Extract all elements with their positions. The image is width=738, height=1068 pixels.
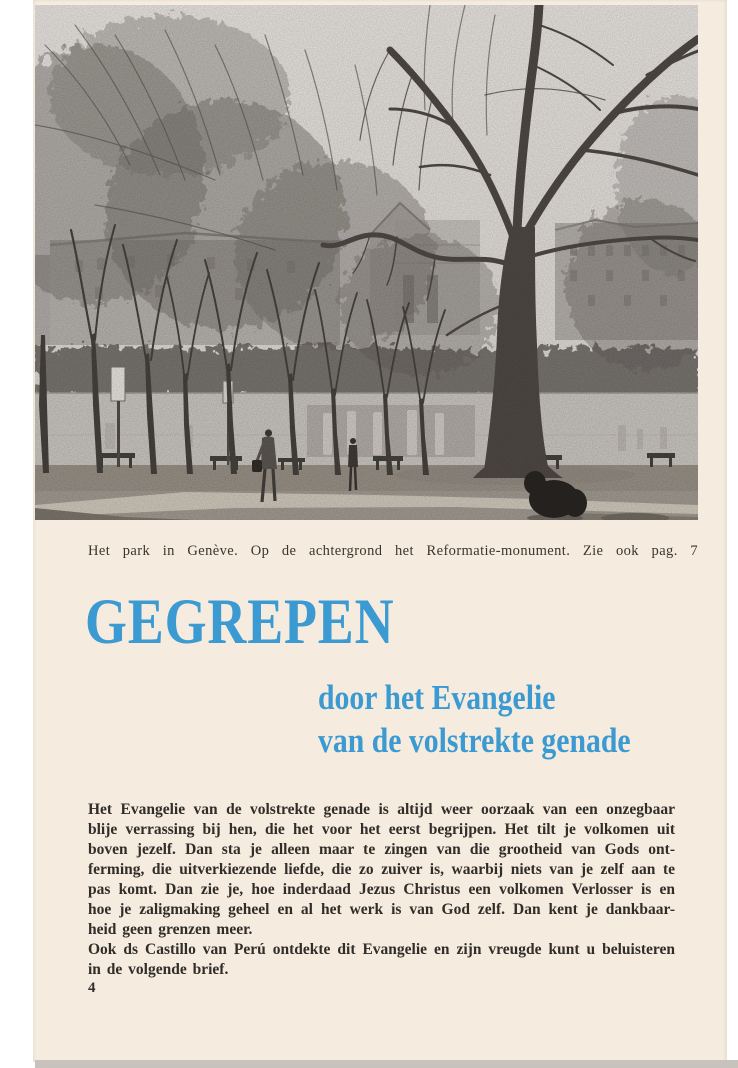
body-line: heid geen grenzen meer.: [88, 921, 253, 938]
body-line: pas komt. Dan zie je, hoe inderdaad Jezus Christus een volkomen Verlosser is en: [88, 881, 675, 898]
headline: [85, 586, 458, 658]
subheadline-line2-row: [318, 719, 686, 762]
park-photo-illustration: [35, 5, 698, 520]
body-text: [88, 800, 675, 980]
body-line: boven jezelf. Dan sta je alleen maar te zingen van die grootheid van Gods ont-: [88, 841, 675, 858]
page-number: 4: [88, 980, 96, 996]
headline-text: GEGREPEN: [85, 586, 395, 658]
body-line: hoe je zaligmaking geheel en al het werk is van God zelf. Dan kent je dankbaar-: [88, 901, 675, 918]
body-line: ferming, die uitverkiezende liefde, die zo zuiver is, waarbij niets van je zelf aan te: [88, 861, 675, 878]
subheadline: [318, 676, 686, 762]
body-line: Het Evangelie van de volstrekte genade is altijd weer oorzaak van een onzegbaar: [88, 801, 675, 818]
park-photo: [35, 5, 698, 520]
photo-caption: Het park in Genève. Op de achtergrond het Reformatie-monument. Zie ook pag. 7: [88, 543, 698, 559]
body-line: in de volgende brief.: [88, 961, 229, 978]
page: [33, 0, 727, 1062]
subheadline-line1: door het Evangelie: [318, 678, 556, 717]
scan-bottom-edge: [35, 1060, 738, 1068]
body-line: blije verrassing bij hen, die het voor het eerst begrijpen. Het tilt je volkomen uit: [88, 821, 675, 838]
subheadline-line2: van de volstrekte genade: [318, 721, 631, 760]
body-line: Ook ds Castillo van Perú ontdekte dit Evangelie en zijn vreugde kunt u beluisteren: [88, 941, 675, 958]
subheadline-line1-row: [318, 676, 686, 719]
